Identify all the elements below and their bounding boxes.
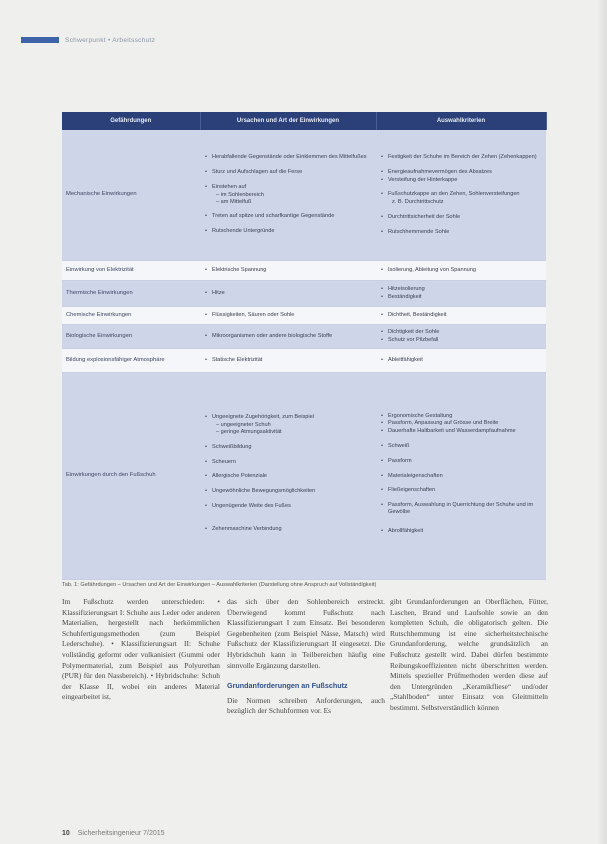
running-header [21,35,155,45]
criteria-item: • Rutschhemmende Sohle [380,229,542,236]
cause-item: • Rutschende Untergründe [204,228,372,235]
causes-cell [200,130,376,260]
cause-item: • Hitze [204,290,372,297]
cause-item: • Scheuern [204,459,372,466]
criteria-item: • Festigkeit der Schuhe im Bereich der Zehen (Zehenkappen) [380,154,542,161]
criteria-item: • Passform, Auswahlung in Querrichtung der Schuhe und im Gewölbe [380,502,542,516]
criteria-cell [376,372,546,579]
cause-item: • Ungeeignete Zugehörigkeit, zum Beispiel [204,414,372,421]
criteria-cell [376,130,546,260]
hazard-category: Mechanische Einwirkungen [62,130,200,260]
cause-item: • Flüssigkeiten, Säuren oder Sohle [204,312,372,319]
causes-cell [200,348,376,372]
body-column-1 [62,597,220,703]
table-caption: Tab. 1: Gefährdungen – Ursachen und Art der Einwirkungen – Auswahlkriterien (Darstellung ohne Anspruch auf Vollständigkeit) [62,582,377,588]
criteria-item: • Fußschutzkappe an den Zehen, Sohlenversteifungen [380,191,542,198]
hazard-table [62,112,547,580]
page-number: 10 [62,830,70,837]
table-row [62,260,546,280]
causes-cell [200,372,376,579]
body-text: Die Normen schreiben Anforderungen, auch bezüglich der Schuhformen vor. Es [227,695,385,716]
criteria-item: • Passform, Anpassung auf Grösse und Breite [380,420,542,427]
cause-item: • Allergische Potenziale [204,473,372,480]
hazard-category: Chemische Einwirkungen [62,306,200,324]
running-title: Schwerpunkt • Arbeitsschutz [65,36,156,44]
page-edge-shadow [597,0,607,844]
criteria-item: • Schutz vor Pilzbefall [380,337,542,344]
table-row [62,348,546,372]
criteria-item: • Fließeigenschaften [380,487,542,494]
criteria-item: • Beständigkeit [380,294,542,301]
table-row [62,372,546,579]
cause-item: • Schweißbildung [204,444,372,451]
table-row [62,280,546,306]
causes-cell [200,324,376,348]
cause-item: • Mikroorganismen oder andere biologische Stoffe [204,333,372,340]
cause-item: • Ungenügende Weite des Fußes [204,503,372,510]
cause-item: • Statische Elektrizität [204,357,372,364]
hazard-category: Einwirkung von Elektrizität [62,260,200,280]
cause-item: • Elektrische Spannung [204,267,372,274]
criteria-item: • Durchtrittsicherheit der Sohle [380,214,542,221]
criteria-cell [376,306,546,324]
table-row [62,324,546,348]
criteria-cell [376,324,546,348]
body-column-3 [390,597,548,714]
cause-subitem: – geringe Atmungsaktivität [216,429,282,435]
criteria-item: • Dichtigkeit der Sohle [380,329,542,336]
cause-subitem: – ungeeigneter Schuh [216,422,271,429]
cause-item: • Einstehen auf [204,184,372,191]
criteria-item: • Energieaufnahmevermögen des Absatzes [380,169,542,176]
causes-cell [200,306,376,324]
page-footer [62,830,165,837]
criteria-item: • Ableitfähigkeit [380,357,542,364]
section-heading: Grundanforderungen an Fußschutz [227,681,348,691]
criteria-item: • Isolierung, Ableitung von Spannung [380,267,542,274]
cause-item: • Sturz und Aufschlagen auf die Ferse [204,169,372,176]
header-hazards: Gefährdungen [62,112,200,130]
table-header-row [62,112,546,130]
causes-cell [200,260,376,280]
cause-subitem: – im Sohlenbereich [216,191,264,198]
body-text: Im Fußschutz werden unterschieden: • Klassifizierungsart I: Schuhe aus Leder oder anderen Materialien, hergestellt nach herkömmlichen Schuhfertigungsmethoden (zum Beispiel Lederschuhe). • Klassifizierungsart II: Schuhe vollständig geformt oder vulkanisiert (Gummi oder Polymermaterial, zum Beispiel aus Polyurethan (PUR) für den Nassbereich). • Hybridschuhe: Schuh der Klasse II, wobei ein anderes Material eingearbeitet ist, [62,597,220,702]
hazard-category: Thermische Einwirkungen [62,280,200,306]
hazard-category: Biologische Einwirkungen [62,324,200,348]
body-column-2 [227,597,385,717]
criteria-item: • Versteifung der Hinterkappe [380,177,542,184]
criteria-subitem: z. B. Durchtrittschutz [392,199,444,206]
table-row [62,306,546,324]
publication-name: Sicherheitsingenieur 7/2015 [77,830,165,837]
cause-item: • Zehenmaschine Verbindung [204,526,372,533]
criteria-item: • Schweiß [380,443,542,450]
criteria-cell [376,280,546,306]
criteria-item: • Dauerhafte Haltbarkeit und Wasserdampfaufnahme [380,428,542,435]
header-criteria: Auswahlkriterien [376,112,546,130]
criteria-cell [376,348,546,372]
criteria-item: • Passform [380,458,542,465]
hazard-category: Einwirkungen durch den Fußschuh [62,372,200,579]
criteria-item: • Ergonomische Gestaltung [380,413,542,420]
criteria-item: • Materialeigenschaften [380,473,542,480]
cause-item: • Ungewöhnliche Bewegungsmöglichkeiten [204,488,372,495]
cause-item: • Herabfallende Gegenstände oder Einklemmen des Mittelfußes [204,154,372,161]
body-text: gibt Grundanforderungen an Oberflächen, Fütter, Laschen, Brand und Laufsohle sowie an den kompletten Schuh, die obligatorisch gelten. Die Rutschhemmung ist eine sicherheitstechnische Grundanforderung, welche grundsätzlich an Fußschutz gestellt wird. Dabei dürfen bestimmte Reibungskoeffizienten nicht überschritten werden. Mittels spezieller Prüfmethoden werden diese auf den Untergründen „Keramikfliese“ und/oder „Stahlboden“ unter Einsatz von Gleitmitteln bestimmt. Selbstverständlich können [390,597,548,712]
table-row [62,130,546,260]
criteria-item: • Hitzeisolierung [380,286,542,293]
criteria-item: • Abrollfähigkeit [380,528,542,535]
body-text: das sich über den Sohlenbereich erstreckt. Überwiegend kommt Fußschutz nach Klassifizierungsart I zum Einsatz. Bei besonderen Gegebenheiten (zum Beispiel Nässe, Matsch) wird Fußschutz der Klassifizierungsart II eingesetzt. Die Hybridschuh kann in Teilbereichen häufig eine sinnvolle Ergänzung darstellen. [227,597,385,670]
cause-subitem: – am Mittelfuß [216,198,252,205]
causes-cell [200,280,376,306]
criteria-item: • Dichtheit, Beständigkeit [380,312,542,319]
hazard-category: Bildung explosionsfähiger Atmosphäre [62,348,200,372]
criteria-cell [376,260,546,280]
header-causes: Ursachen und Art der Einwirkungen [200,112,376,130]
header-accent-bar [21,37,59,43]
cause-item: • Treten auf spitze und scharfkantige Gegenstände [204,213,372,220]
